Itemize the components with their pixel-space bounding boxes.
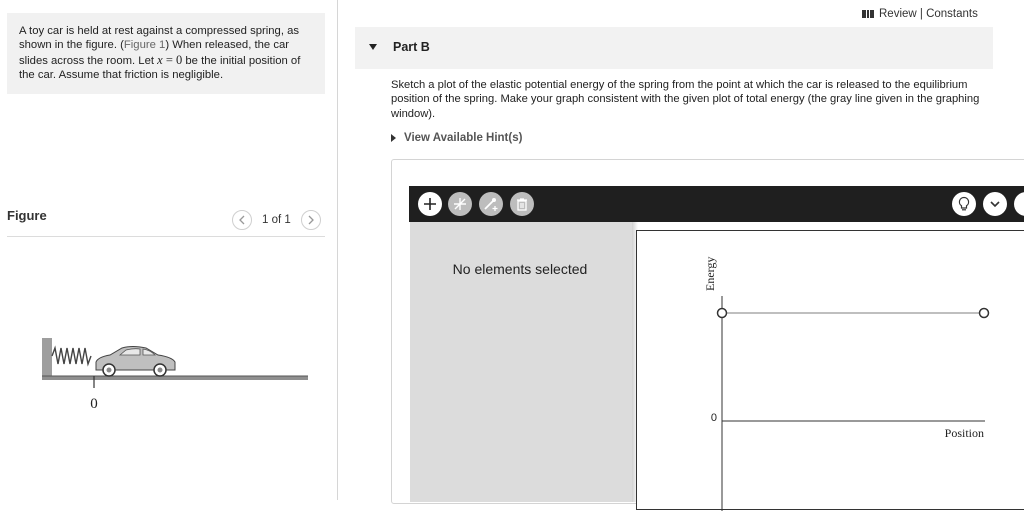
plot-area[interactable] [636, 230, 1024, 510]
review-constants-link[interactable] [862, 8, 978, 20]
graph-toolbar [409, 186, 1024, 222]
plus-icon [422, 196, 438, 212]
prev-figure-button[interactable] [232, 210, 252, 230]
no-line-icon [452, 196, 468, 212]
spring-shape [52, 348, 91, 364]
x-axis-label: Position [944, 426, 984, 440]
figure-title: Figure [7, 208, 47, 223]
y-axis-label: Energy [703, 256, 717, 291]
figure-counter: 1 of 1 [262, 214, 291, 226]
add-point-button[interactable] [479, 192, 503, 216]
no-selection-message: No elements selected [452, 261, 588, 277]
math-variable-x: x [157, 52, 163, 67]
left-panel [0, 0, 338, 500]
trash-icon [514, 196, 530, 212]
problem-text-3: be the initial position of the car. Assume that friction is negligible. [19, 54, 301, 81]
question-text: Sketch a plot of the elastic potential energy of the spring from the point at which the car is released to the equilibrium position of the spring. Make your graph consistent with the given plot of total energy (the gray line given in the graphing window). [391, 79, 980, 120]
figure-origin-label: 0 [90, 396, 98, 412]
hint-lightbulb-button[interactable] [952, 192, 976, 216]
total-energy-end-point[interactable] [980, 309, 989, 318]
extra-tool-button[interactable] [1014, 192, 1024, 216]
add-point-icon [483, 196, 499, 212]
total-energy-start-point[interactable] [718, 309, 727, 318]
problem-text-2: ) When released, the car slides across the room. Let [19, 39, 290, 67]
delete-button[interactable] [510, 192, 534, 216]
figure-link[interactable]: Figure 1 [123, 39, 166, 52]
view-hints-toggle[interactable] [391, 132, 522, 144]
expand-triangle-icon [391, 134, 396, 142]
problem-statement [7, 13, 325, 94]
no-line-button[interactable] [448, 192, 472, 216]
part-title: Part B [393, 40, 430, 54]
chevron-down-icon [989, 198, 1001, 210]
review-icon [862, 10, 874, 18]
next-figure-button[interactable] [301, 210, 321, 230]
wall-shape [42, 338, 52, 378]
more-options-button[interactable] [983, 192, 1007, 216]
problem-text-1: A toy car is held at rest against a compressed spring, as shown in the figure. ( [19, 25, 300, 52]
hints-label: View Available Hint(s) [404, 132, 523, 144]
part-header[interactable] [355, 27, 993, 69]
collapse-caret-icon[interactable] [369, 44, 377, 50]
chevron-left-icon [238, 215, 246, 225]
car-shape [96, 347, 175, 377]
element-properties-panel [410, 222, 632, 502]
chevron-right-icon [307, 215, 315, 225]
add-element-button[interactable] [418, 192, 442, 216]
energy-position-plot[interactable] [637, 231, 1024, 511]
math-equals-zero: = 0 [162, 52, 183, 67]
figure-divider [7, 236, 325, 237]
lightbulb-icon [957, 196, 971, 212]
review-constants-label: Review | Constants [879, 8, 978, 20]
floor-shape [42, 376, 308, 380]
spring-car-figure [40, 330, 315, 415]
origin-label: 0 [710, 412, 717, 424]
figure-pager [232, 209, 321, 231]
